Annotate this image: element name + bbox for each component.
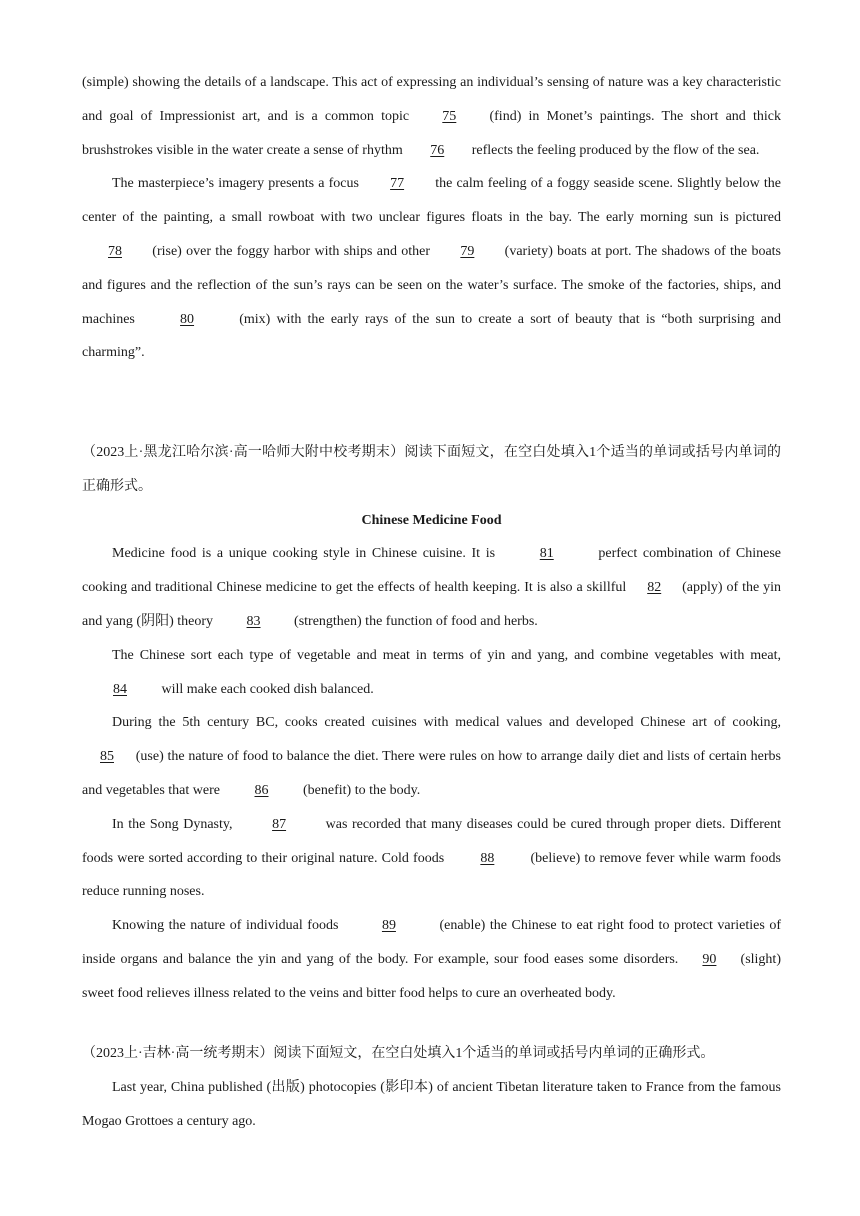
text-run: perfect combination of Chinese cooking and traditional Chinese medicine to get the effects of health keeping. It is also a skillful — [82, 546, 781, 596]
answer-blank-78[interactable]: 78 — [108, 243, 122, 259]
answer-blank-80[interactable]: 80 — [180, 311, 195, 327]
text-run: (find) in Monet’s paintings. The short and thick brushstrokes visible in the water create a sense of rhythm — [82, 108, 781, 158]
text-run: will make each cooked dish balanced. — [158, 681, 374, 697]
passage-body — [82, 1071, 781, 1139]
text-run: During the 5th century BC, cooks created cuisines with medical values and developed Chinese art of cooking, — [112, 715, 781, 731]
paragraph — [82, 639, 781, 707]
answer-blank-90[interactable]: 90 — [702, 951, 717, 967]
text-run: (rise) over the foggy harbor with ships and other — [148, 243, 435, 259]
text-run: (enable) the Chinese to eat right food to protect varieties of inside organs and balance the yin and yang of the body. For example, sour food eases some disorders. — [82, 918, 781, 967]
answer-blank-86[interactable]: 86 — [254, 782, 269, 798]
paragraph — [82, 537, 781, 638]
text-run: (strengthen) the function of food and herbs. — [290, 613, 538, 629]
passage-body — [82, 537, 781, 1010]
text-run: (mix) with the early rays of the sun to create a sort of beauty that is “both surprising and charming”. — [82, 311, 781, 361]
section-heading: （2023上·黑龙江哈尔滨·高一哈师大附中校考期末）阅读下面短文，在空白处填入1个适当的单词或括号内单词的正确形式。 — [82, 445, 781, 494]
passage-tibetan-literature — [82, 1037, 781, 1138]
text-run: (apply) of the yin and yang (阴阳) theory — [82, 580, 781, 629]
answer-blank-87[interactable]: 87 — [272, 816, 287, 832]
answer-blank-77[interactable]: 77 — [390, 176, 405, 192]
text-run: reflects the feeling produced by the flow of the sea. — [468, 142, 760, 158]
paragraph — [82, 808, 781, 909]
paragraph — [82, 909, 781, 1010]
section-heading: （2023上·吉林·高一统考期末）阅读下面短文，在空白处填入1个适当的单词或括号内单词的正确形式。 — [82, 1046, 715, 1061]
text-run: was recorded that many diseases could be cured through proper diets. Different foods were sorted according to their original nature. Cold foods — [82, 816, 782, 866]
text-run: the calm feeling of a foggy seaside scene. Slightly below the center of the painting, a small rowboat with two unclear figures floats in the bay. The early morning sun is pictured — [82, 176, 781, 226]
answer-blank-84[interactable]: 84 — [113, 681, 127, 697]
passage-monet — [82, 66, 781, 370]
answer-blank-81[interactable]: 81 — [539, 546, 554, 562]
text-run: Knowing the nature of individual foods — [112, 918, 343, 934]
text-run: (simple) showing the details of a landscape. This act of expressing an individual’s sensing of nature was a key characteristic and goal of Impressionist art, and is a common topic — [82, 75, 781, 124]
paragraph — [82, 66, 781, 167]
text-run: In the Song Dynasty, — [112, 816, 238, 832]
answer-blank-75[interactable]: 75 — [442, 108, 457, 124]
text-run: (believe) to remove fever while warm foods reduce running noses. — [82, 850, 781, 900]
passage-title: Chinese Medicine Food — [361, 512, 502, 528]
text-run: (variety) boats at port. The shadows of the boats and figures and the reflection of the sun’s rays can be seen on the water’s surface. The smoke of the factories, ships, and machines — [82, 243, 781, 327]
paragraph — [82, 1071, 781, 1139]
text-run: The masterpiece’s imagery presents a focus — [112, 176, 364, 192]
answer-blank-76[interactable]: 76 — [430, 142, 445, 158]
answer-blank-79[interactable]: 79 — [460, 243, 475, 259]
text-run: Medicine food is a unique cooking style in Chinese cuisine. It is — [112, 546, 501, 562]
passage-chinese-medicine-food — [82, 436, 781, 1011]
paragraph — [82, 706, 781, 807]
answer-blank-88[interactable]: 88 — [480, 850, 495, 866]
answer-blank-89[interactable]: 89 — [381, 918, 396, 934]
answer-blank-85[interactable]: 85 — [100, 749, 114, 765]
text-run: (slight) sweet food relieves illness related to the veins and bitter food helps to cure an overheated body. — [82, 951, 781, 1001]
text-run: The Chinese sort each type of vegetable and meat in terms of yin and yang, and combine vegetables with meat, — [112, 647, 781, 663]
text-run: Last year, China published (出版) photocopies (影印本) of ancient Tibetan literature taken to France from the famous Mogao Grottoes a century ago. — [82, 1079, 781, 1129]
answer-blank-82[interactable]: 82 — [647, 580, 662, 596]
text-run: (benefit) to the body. — [299, 782, 421, 798]
answer-blank-83[interactable]: 83 — [246, 613, 261, 629]
paragraph — [82, 167, 781, 370]
text-run: (use) the nature of food to balance the diet. There were rules on how to arrange daily diet and lists of certain herbs and vegetables that were — [82, 749, 781, 798]
